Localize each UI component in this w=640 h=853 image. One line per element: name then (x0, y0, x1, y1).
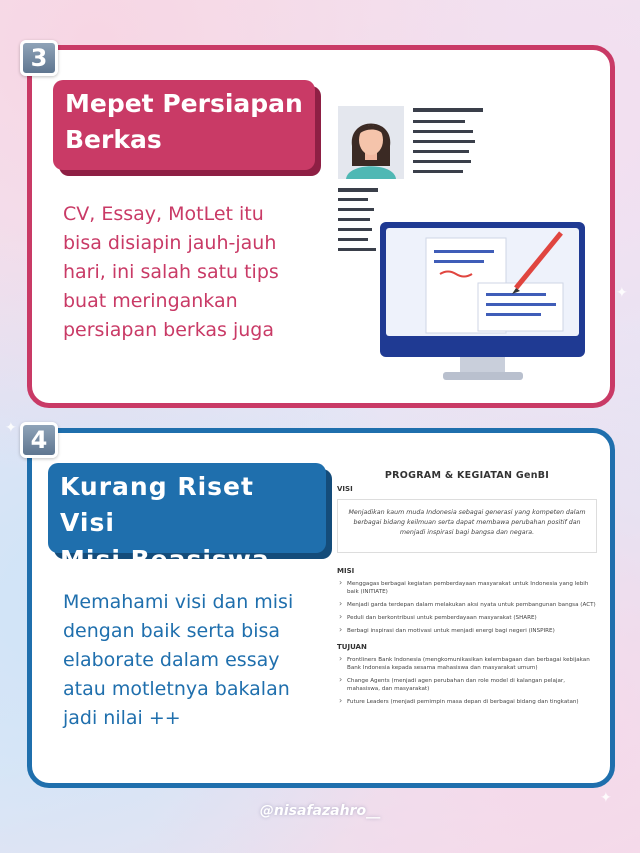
author-watermark: @nisafazahro__ (259, 803, 381, 819)
doc-tujuan-heading: TUJUAN (337, 643, 367, 651)
list-item: › Menjadi garda terdepan dalam melakukan aksi nyata untuk pembangunan bangsa (ACT) (339, 601, 597, 609)
doc-visi-heading: VISI (337, 485, 353, 493)
list-item: › Frontliners Bank Indonesia (mengkomunikasikan kelembagaan dan berbagai kebijakan Bank Indonesia kepada sesama mahasiswa dan masyarakat umum) (339, 656, 597, 672)
tip-body-3: CV, Essay, MotLet itu bisa disiapin jauh-jauh hari, ini salah satu tips buat meringankan persiapan berkas juga (63, 203, 279, 341)
tip-title-4-line1: Kurang Riset Visi (60, 472, 254, 538)
sparkle-icon: ✦ (600, 790, 612, 806)
doc-visi-text: Menjadikan kaum muda Indonesia sebagai generasi yang kompeten dalam berbagai bidang keilmuan serta dapat membawa perubahan positif dan menjadi inspirasi bagi bangsa dan negara. (337, 499, 597, 553)
tip-number-badge-3: 3 (20, 40, 58, 76)
list-item: › Change Agents (menjadi agen perubahan dan role model di kalangan pelajar, mahasiswa, dan masyarakat) (339, 677, 597, 693)
list-item: › Menggagas berbagai kegiatan pemberdayaan masyarakat untuk Indonesia yang lebih baik (INITIATE) (339, 580, 597, 596)
sparkle-icon: ✦ (5, 420, 17, 436)
doc-misi-heading: MISI (337, 567, 355, 575)
sparkle-icon: ✦ (616, 285, 628, 301)
avatar-icon (338, 106, 404, 179)
tip-title-3-line1: Mepet Persiapan (65, 89, 303, 118)
monitor-icon (380, 222, 585, 357)
tip-number-badge-4: 4 (20, 422, 58, 458)
list-item: › Peduli dan berkontribusi untuk pemberdayaan masyarakat (SHARE) (339, 614, 597, 622)
tip-title-4-line2: Misi Beasiswa (60, 544, 270, 574)
doc-title: PROGRAM & KEGIATAN GenBI (384, 470, 550, 481)
tip-title-3-line2: Berkas (65, 125, 162, 155)
tip-body-4: Memahami visi dan misi dengan baik serta bisa elaborate dalam essay atau motletnya bakalan jadi nilai ++ (63, 591, 294, 729)
list-item: › Berbagi inspirasi dan motivasi untuk menjadi energi bagi negeri (INSPIRE) (339, 627, 597, 635)
tip-title-4 (48, 463, 326, 574)
genbi-program-document (337, 470, 597, 770)
resume-illustration (335, 100, 590, 390)
list-item: › Future Leaders (menjadi pemimpin masa depan di berbagai bidang dan tingkatan) (339, 698, 597, 706)
tip-title-3 (53, 80, 315, 170)
